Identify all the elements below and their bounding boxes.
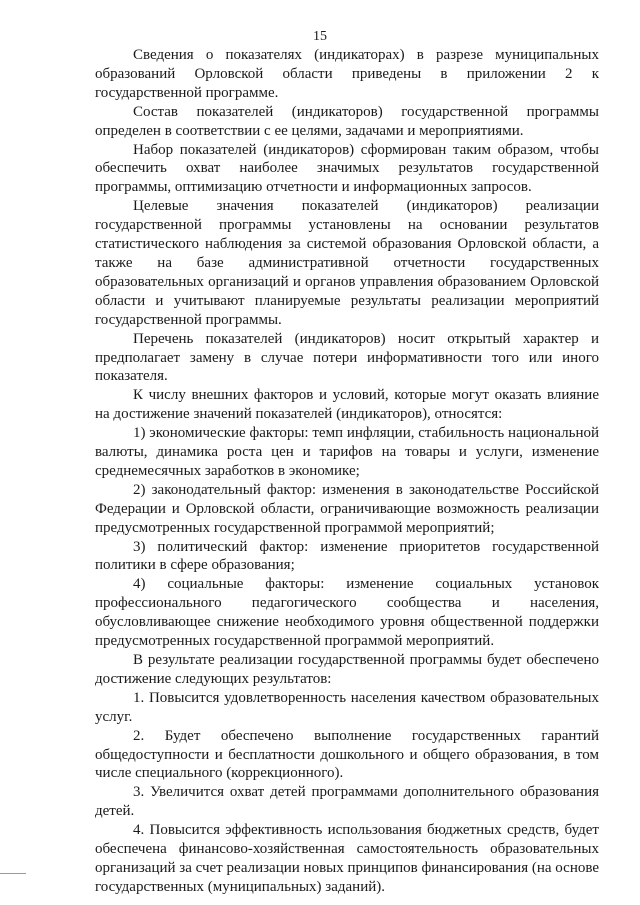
paragraph-indicators-composition: Состав показателей (индикаторов) государственной программы определен в соответствии с ее целями, задачами и мероприятиями. [95,103,599,139]
paragraph-indicators-set: Набор показателей (индикаторов) сформирован таким образом, чтобы обеспечить охват наиболее значимых результатов государственной программы, оптимизацию отчетности и информационных запросов. [95,141,599,196]
list-item-result-2: 2. Будет обеспечено выполнение государственных гарантий общедоступности и бесплатности дошкольного и общего образования, в том числе специального (коррекционного). [95,727,599,782]
paragraph-results-intro: В результате реализации государственной программы будет обеспечено достижение следующих результатов: [95,652,599,687]
document-body [95,46,599,897]
paragraph-target-values: Целевые значения показателей (индикаторов) реализации государственной программы установлены на основании результатов статистического наблюдения за системой образования Орловской области, а также на базе административной отчетности государственных образовательных организаций и органов управления образованием Орловской области и учитывают планируемые результаты реализации мероприятий государственной программы. [95,198,599,328]
scan-margin-mark [0,873,26,874]
paragraph-open-list: Перечень показателей (индикаторов) носит открытый характер и предполагает замену в случае потери информативности того или иного показателя. [95,330,599,385]
paragraph-external-factors-intro: К числу внешних факторов и условий, которые могут оказать влияние на достижение значений показателей (индикаторов), относятся: [95,387,599,423]
list-item-political-factor: 3) политический фактор: изменение приоритетов государственной политики в сфере образования; [95,538,599,574]
page-number: 15 [313,29,327,44]
list-item-result-3: 3. Увеличится охват детей программами дополнительного образования детей. [95,784,599,820]
list-item-result-4: 4. Повысится эффективность использования бюджетных средств, будет обеспечена финансово-хозяйственная самостоятельность образовательных организаций за счет реализации новых принципов финансирования (на основе государственных (муниципальных) заданий). [95,822,600,895]
list-item-legislative-factor: 2) законодательный фактор: изменения в законодательстве Российской Федерации и Орловской области, ограничивающие возможность реализации предусмотренных государственной программой мероприятий; [95,481,599,536]
list-item-result-1: 1. Повысится удовлетворенность населения качеством образовательных услуг. [95,689,599,725]
list-item-economic-factors: 1) экономические факторы: темп инфляции, стабильность национальной валюты, динамика роста цен и тарифов на товары и услуги, изменение среднемесячных заработков в экономике; [95,425,599,479]
paragraph-indicators-by-municipality: Сведения о показателях (индикаторах) в разрезе муниципальных образований Орловской области приведены в приложении 2 к государственной программе. [95,47,599,101]
list-item-social-factors: 4) социальные факторы: изменение социальных установок профессионального педагогического сообщества и населения, обусловливающее снижение необходимого уровня общественной поддержки предусмотренных государственной программой мероприятий. [95,576,599,650]
